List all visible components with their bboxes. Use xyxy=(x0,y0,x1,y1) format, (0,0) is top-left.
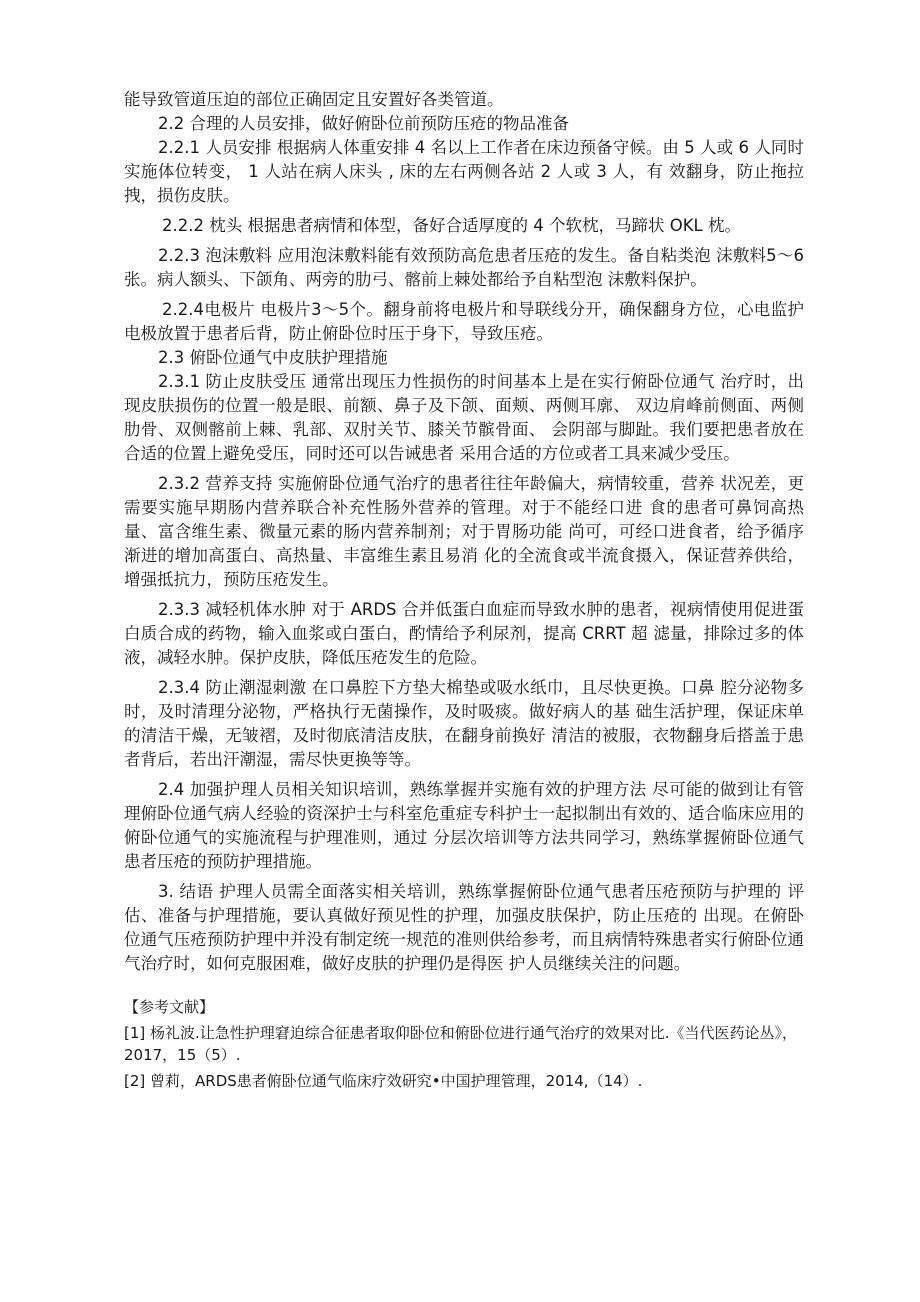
heading-2-2: 2.2 合理的人员安排，做好俯卧位前预防压疮的物品准备 xyxy=(158,114,569,133)
reference-item-2: [2] 曾莉，ARDS患者俯卧位通气临床疗效研究•中国护理管理，2014,（14）. xyxy=(124,1072,643,1090)
paragraph-2-4: 2.4 加强护理人员相关知识培训，熟练掌握并实施有效的护理方法 尽可能的做到让有管理俯卧位通气病人经验的资深护士与科室危重症专科护士一起拟制出有效的、适合临床应用的俯卧位通气的实施流程与护理准则，通过 分层次培训等方法共同学习，熟练掌握俯卧位通气患者压疮的预防护理措施。 xyxy=(124,780,804,871)
paragraph-2-3-2: 2.3.2 营养支持 实施俯卧位通气治疗的患者往往年龄偏大，病情较重，营养 状况差，更需要实施早期肠内营养联合补充性肠外营养的管理。对于不能经口进 食的患者可鼻饲高热量、富含维生素、微量元素的肠内营养制剂；对于胃肠功能 尚可，可经口进食者，给予循序渐进的增加高蛋白、高热量、丰富维生素且易消 化的全流食或半流食摄入，保证营养供给，增强抵抗力，预防压疮发生。 xyxy=(124,474,804,589)
document-page xyxy=(124,88,804,1092)
paragraph-intro: 能导致管道压迫的部位正确固定且安置好各类管道。 xyxy=(124,90,504,109)
paragraph-2-3-1: 2.3.1 防止皮肤受压 通常出现压力性损伤的时间基本上是在实行俯卧位通气 治疗时，出现皮肤损伤的位置一般是眼、前额、鼻子及下颌、面颊、两侧耳廓、 双边肩峰前侧面、两侧肋骨、双侧髂前上棘、乳部、双肘关节、膝关节髌骨面、 会阴部与脚趾。我们要把患者放在合适的位置上避免受压，同时还可以告诫患者 采用合适的方位或者工具来减少受压。 xyxy=(124,372,804,463)
heading-2-3: 2.3 俯卧位通气中皮肤护理措施 xyxy=(158,348,388,367)
paragraph-2-2-1: 2.2.1 人员安排 根据病人体重安排 4 名以上工作者在床边预备守候。由 5 人或 6 人同时实施体位转变， 1 人站在病人床头 , 床的左右两侧各站 2 人或 3 人，有 效翻身，防止拖拉拽，损伤皮肤。 xyxy=(124,138,804,205)
paragraph-2-2-4: 2.2.4电极片 电极片3～5个。翻身前将电极片和导联线分开，确保翻身方位，心电监护电极放置于患者后背，防止俯卧位时压于身下，导致压疮。 xyxy=(124,300,804,343)
paragraph-2-3-4: 2.3.4 防止潮湿刺激 在口鼻腔下方垫大棉垫或吸水纸巾，且尽快更换。口鼻 腔分泌物多时，及时清理分泌物，严格执行无菌操作，及时吸痰。做好病人的基 础生活护理，保证床单的清洁干燥，无皱褶，及时彻底清洁皮肤，在翻身前换好 清洁的被服，衣物翻身后搭盖于患者背后，若出汗潮湿，需尽快更换等等。 xyxy=(124,678,804,769)
paragraph-2-3-3: 2.3.3 减轻机体水肿 对于 ARDS 合并低蛋白血症而导致水肿的患者，视病情使用促进蛋白质合成的药物，输入血浆或白蛋白，酌情给予利尿剂，提高 CRRT 超 滤量，排除过多的体液，减轻水肿。保护皮肤，降低压疮发生的危险。 xyxy=(124,600,804,667)
reference-item-1: [1] 杨礼波.让急性护理窘迫综合征患者取仰卧位和俯卧位进行通气治疗的效果对比.《当代医药论丛》，2017，15（5）. xyxy=(124,1024,798,1064)
paragraph-2-2-2: 2.2.2 枕头 根据患者病情和体型，备好合适厚度的 4 个软枕，马蹄状 OKL 枕。 xyxy=(162,216,741,235)
paragraph-2-2-3: 2.2.3 泡沫敷料 应用泡沫敷料能有效预防高危患者压疮的发生。备自粘类泡 沫敷料5～6张。病人额头、下颌角、两旁的肋弓、髂前上棘处都给予自粘型泡 沫敷料保护。 xyxy=(124,246,804,289)
paragraph-conclusion: 3. 结语 护理人员需全面落实相关培训，熟练掌握俯卧位通气患者压疮预防与护理的 评估、准备与护理措施，要认真做好预见性的护理，加强皮肤保护，防止压疮的 出现。在俯卧位通气压疮预防护理中并没有制定统一规范的准则供给参考，而且病情特殊患者实行俯卧位通气治疗时，如何克服困难，做好皮肤的护理仍是得医 护人员继续关注的问题。 xyxy=(124,882,804,973)
references-title: 【参考文献】 xyxy=(124,998,215,1016)
